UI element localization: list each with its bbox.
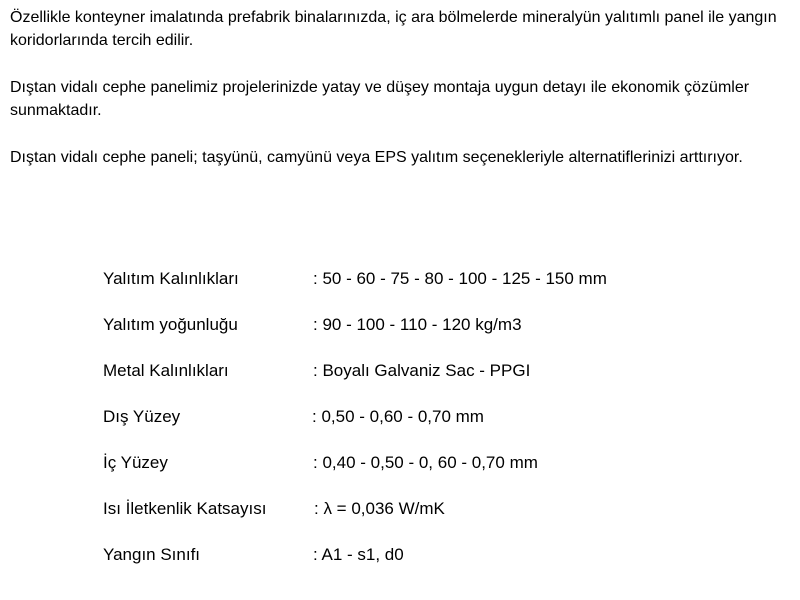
spec-row-inner-surface xyxy=(103,450,763,496)
spec-value: : A1 - s1, d0 xyxy=(313,545,404,564)
spec-value: : 90 - 100 - 110 - 120 kg/m3 xyxy=(313,315,522,334)
spec-list xyxy=(103,266,763,588)
spec-row-insulation-thickness xyxy=(103,266,763,312)
intro-paragraph-3: Dıştan vidalı cephe paneli; taşyünü, camyünü veya EPS yalıtım seçenekleriyle alternatiflerinizi arttırıyor. xyxy=(10,149,743,166)
spec-label: Metal Kalınlıkları xyxy=(103,361,229,380)
intro-text xyxy=(10,6,790,193)
spec-row-thermal-conductivity xyxy=(103,496,763,542)
spec-value: : 0,40 - 0,50 - 0, 60 - 0,70 mm xyxy=(313,453,538,472)
spec-label: Isı İletkenlik Katsayısı xyxy=(103,499,267,518)
spec-label: Yalıtım yoğunluğu xyxy=(103,315,238,334)
spec-label: İç Yüzey xyxy=(103,453,168,472)
spec-label: Yalıtım Kalınlıkları xyxy=(103,269,239,288)
intro-paragraph-2: Dıştan vidalı cephe panelimiz projelerinizde yatay ve düşey montaja uygun detayı ile ekonomik çözümler sunmaktadır. xyxy=(10,79,750,119)
spec-row-fire-class xyxy=(103,542,763,588)
spec-value: : λ = 0,036 W/mK xyxy=(314,499,445,518)
spec-value: : Boyalı Galvaniz Sac - PPGI xyxy=(313,361,531,380)
spec-row-outer-surface xyxy=(103,404,763,450)
spec-row-metal-thickness xyxy=(103,358,763,404)
spec-value: : 50 - 60 - 75 - 80 - 100 - 125 - 150 mm xyxy=(313,269,607,288)
intro-paragraph-1: Özellikle konteyner imalatında prefabrik binalarınızda, iç ara bölmelerde mineralyün yalıtımlı panel ile yangın koridorlarında tercih edilir. xyxy=(10,9,777,49)
spec-row-insulation-density xyxy=(103,312,763,358)
spec-value: : 0,50 - 0,60 - 0,70 mm xyxy=(312,407,484,426)
spec-label: Yangın Sınıfı xyxy=(103,545,201,564)
spec-label: Dış Yüzey xyxy=(103,407,181,426)
